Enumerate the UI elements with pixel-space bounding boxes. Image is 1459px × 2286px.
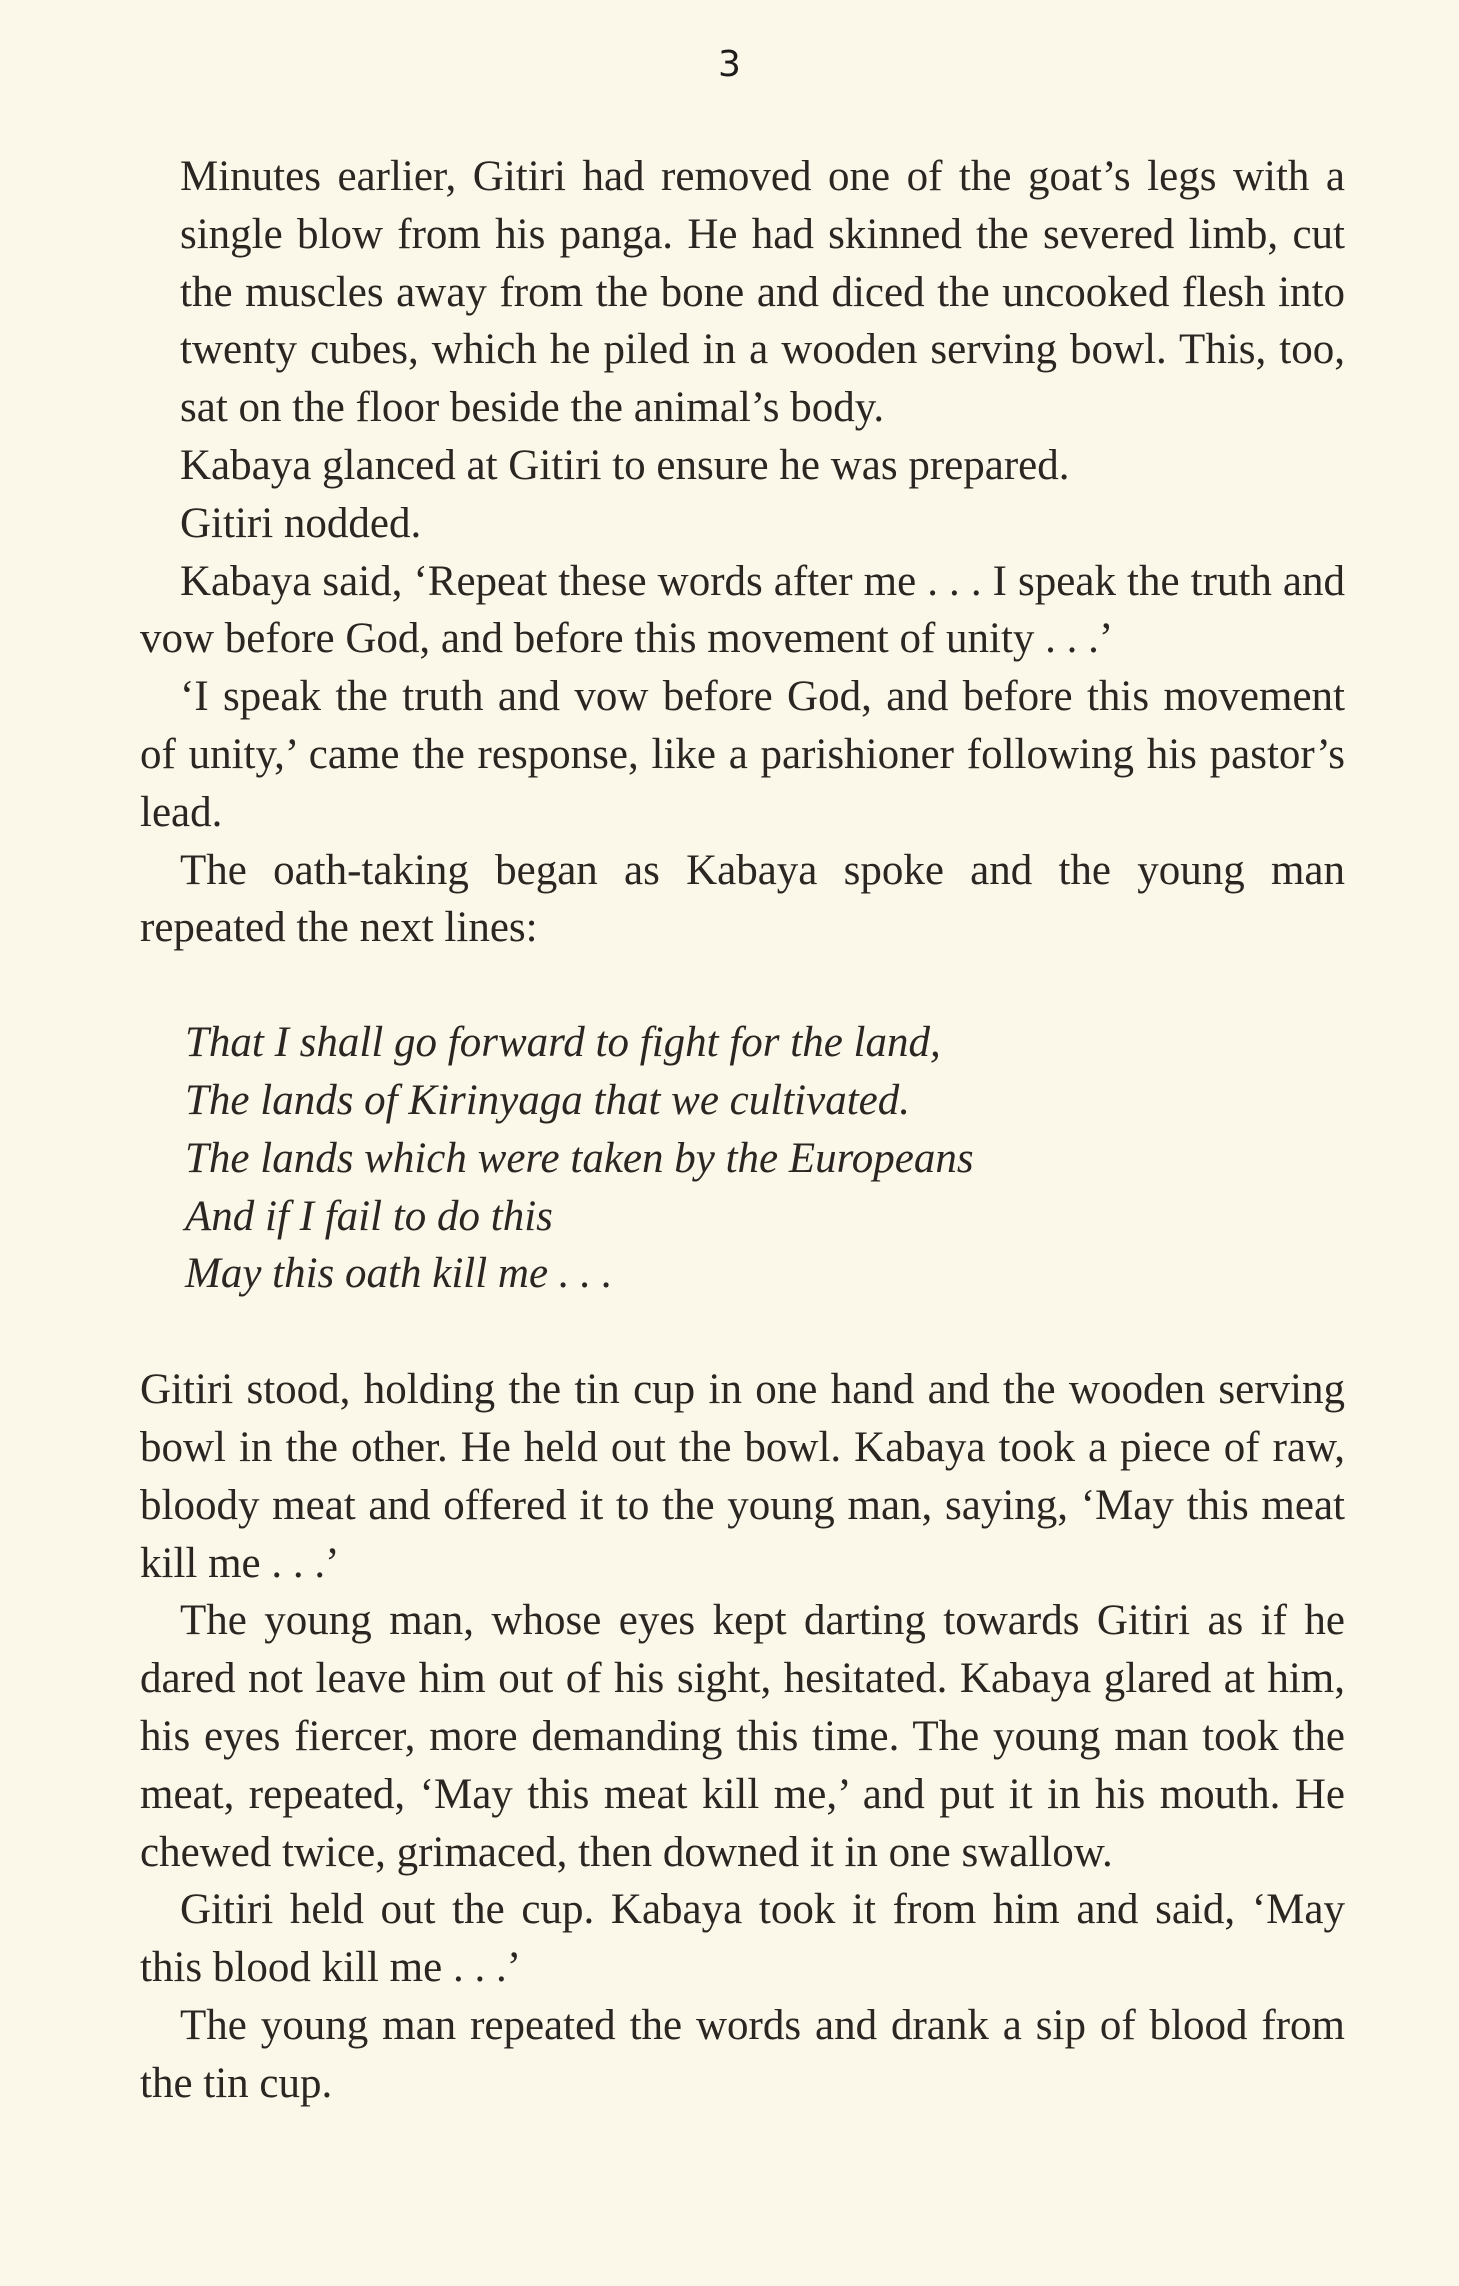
page-number: 3 xyxy=(718,44,741,85)
paragraph: The oath-taking began as Kabaya spoke and the young man repeated the next lines: xyxy=(140,846,1345,952)
paragraph: The young man repeated the words and drank a sip of blood from the tin cup. xyxy=(140,2001,1345,2107)
paragraph: Kabaya said, ‘Repeat these words after me . . . I speak the truth and vow before God, and before this movement of unity . . .’ xyxy=(140,557,1345,663)
body-text xyxy=(140,148,1345,2113)
verse-line: The lands which were taken by the Europeans xyxy=(185,1134,974,1182)
verse-line: May this oath kill me . . . xyxy=(185,1250,613,1298)
paragraph: The young man, whose eyes kept darting towards Gitiri as if he dared not leave him out of his sight, hesitated. Kabaya glared at him, his eyes fiercer, more demanding this time. The young man took the meat, repeated, ‘May this meat kill me,’ and put it in his mouth. He chewed twice, grimaced, then downed it in one swallow. xyxy=(140,1597,1345,1876)
verse-line: And if I fail to do this xyxy=(185,1192,553,1240)
paragraph: Gitiri nodded. xyxy=(180,499,422,547)
paragraph: Minutes earlier, Gitiri had removed one of the goat’s legs with a single blow from his panga. He had skinned the severed limb, cut the muscles away from the bone and diced the uncooked flesh into twenty cubes, which he piled in a wooden serving bowl. This, too, sat on the floor beside the animal’s body. xyxy=(180,153,1345,432)
verse-line: The lands of Kirinyaga that we cultivated. xyxy=(185,1076,910,1124)
verse-line: That I shall go forward to fight for the land, xyxy=(185,1019,941,1067)
paragraph: Kabaya glanced at Gitiri to ensure he was prepared. xyxy=(180,441,1070,489)
paragraph: ‘I speak the truth and vow before God, and before this movement of unity,’ came the response, like a parishioner following his pastor’s lead. xyxy=(140,673,1345,836)
paragraph: Gitiri held out the cup. Kabaya took it from him and said, ‘May this blood kill me . . .’ xyxy=(140,1886,1345,1992)
oath-verse xyxy=(185,1014,1345,1303)
paragraph: Gitiri stood, holding the tin cup in one hand and the wooden serving bowl in the other. He held out the bowl. Kabaya took a piece of raw, bloody meat and offered it to the young man, saying, ‘May this meat kill me . . .’ xyxy=(140,1366,1345,1587)
